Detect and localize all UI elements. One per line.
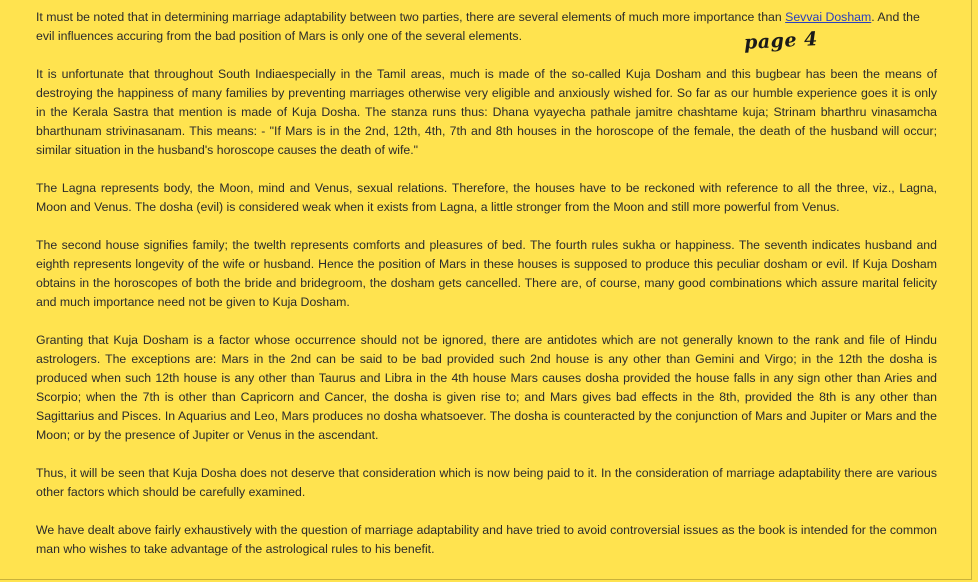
sevvai-dosham-link[interactable]: Sevvai Dosham [785,10,872,24]
page-number-annotation: page 4 [743,28,819,54]
paragraph-6: Thus, it will be seen that Kuja Dosha does not deserve that consideration which is now being paid to it. In the consideration of marriage adaptability there are various other factors which should be carefully examined. [36,466,937,499]
article-body [36,8,937,578]
paragraph-1-text-end: . And the evil influences accuring from the bad position of Mars is only one of the several elements. [36,10,920,43]
paragraph-1-text-start: It must be noted that in determining marriage adaptability between two parties, there are several elements of much more importance than [36,10,786,24]
paragraph-2: It is unfortunate that throughout South Indiaespecially in the Tamil areas, much is made of the so-called Kuja Dosham and this bugbear has been the means of destroying the happiness of many families by preventing marriages otherwise very eligible and anxiously wished for. So far as our humble experience goes it is only in the Kerala Sastra that mention is made of Kuja Dosha. The stanza runs thus: Dhana vyayecha pathale jamitre chashtame kuja; Strinam bharthru vinasamcha bharthunam strivinasanam. This means: - "If Mars is in the 2nd, 12th, 4th, 7th and 8th houses in the horoscope of the female, the death of the husband will occur; similar situation in the husband's horoscope causes the death of wife." [36,67,937,157]
paragraph-7: We have dealt above fairly exhaustively with the question of marriage adaptability and have tried to avoid controversial issues as the book is intended for the common man who wishes to take advantage of the astrological rules to his benefit. [36,523,937,556]
paragraph-4: The second house signifies family; the twelth represents comforts and pleasures of bed. The fourth rules sukha or happiness. The seventh indicates husband and eighth represents longevity of the wife or husband. Hence the position of Mars in these houses is supposed to produce this peculiar dosham or evil. If Kuja Dosham obtains in the horoscopes of both the bride and bridegroom, the dosham gets cancelled. There are, of course, many good combinations which assure marital felicity and much importance need not be given to Kuja Dosham. [36,238,937,309]
paragraph-3: The Lagna represents body, the Moon, mind and Venus, sexual relations. Therefore, the houses have to be reckoned with reference to all the three, viz., Lagna, Moon and Venus. The dosha (evil) is considered weak when it exists from Lagna, a little stronger from the Moon and still more powerful from Venus. [36,181,937,214]
paragraph-5: Granting that Kuja Dosham is a factor whose occurrence should not be ignored, there are antidotes which are not generally known to the rank and file of Hindu astrologers. The exceptions are: Mars in the 2nd can be said to be bad provided such 2nd house is any other than Gemini and Virgo; in the 12th the dosha is produced when such 12th house is any other than Taurus and Libra in the 4th house Mars causes dosha provided the house falls in any sign other than Aries and Scorpio; when the 7th is other than Capricorn and Cancer, the dosha is given rise to; and Mars gives bad effects in the 8th, provided the 8th is any other than Sagittarius and Pisces. In Aquarius and Leo, Mars produces no dosha whatsoever. The dosha is counteracted by the conjunction of Mars and Jupiter or Mars and the Moon; or by the presence of Jupiter or Venus in the ascendant. [36,333,937,442]
